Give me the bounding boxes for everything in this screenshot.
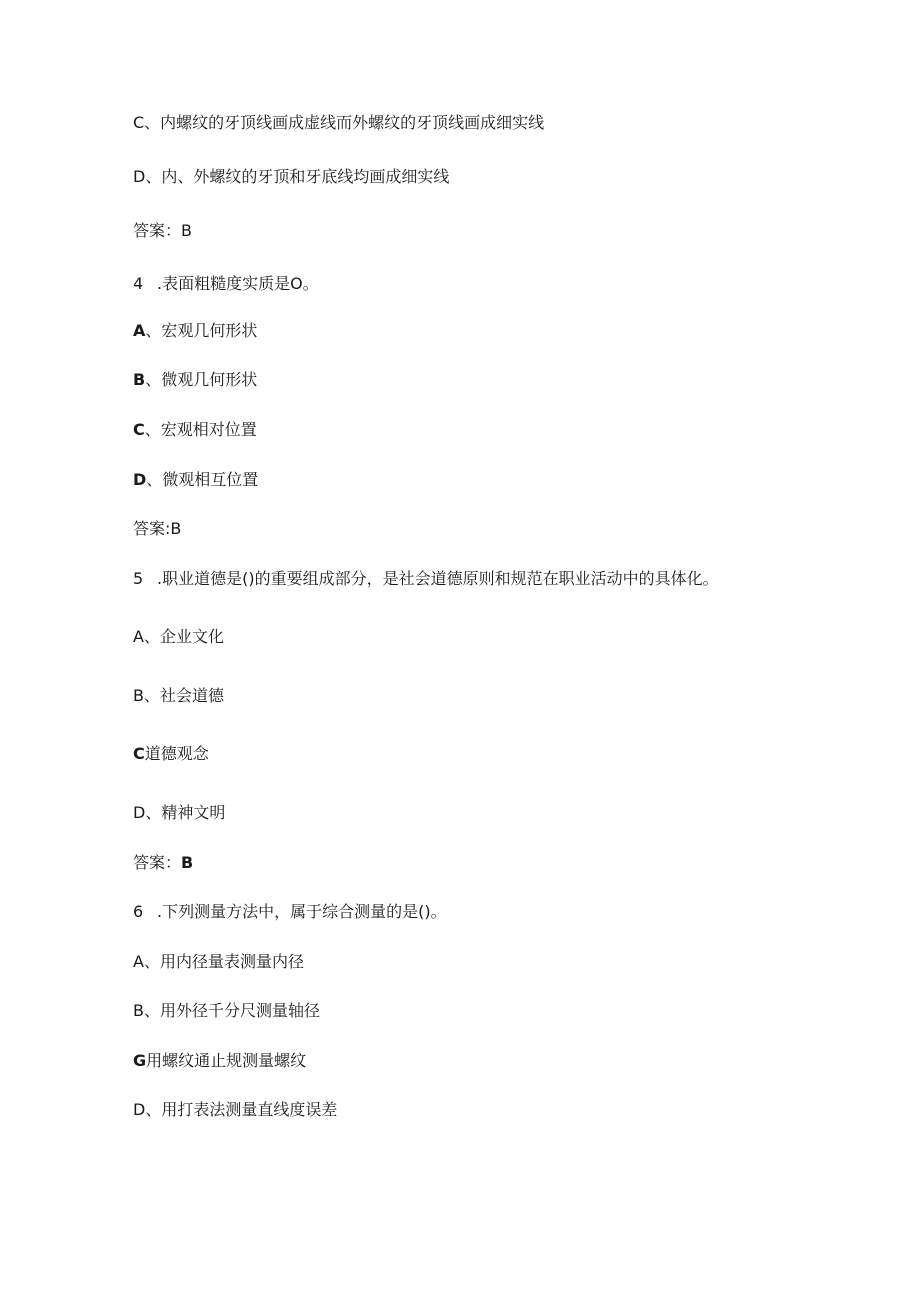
option-text: 、微观几何形状 [145, 370, 258, 389]
q5-option-c [133, 743, 209, 765]
q5-option-b: B、社会道德 [133, 686, 224, 705]
q5-option-d: D、精神文明 [133, 803, 226, 822]
q6-option-b: B、用外径千分尺测量轴径 [133, 1001, 320, 1020]
q5-answer [133, 852, 193, 874]
q5-option-a: A、企业文化 [133, 627, 224, 646]
question-number: 5 [133, 569, 144, 588]
answer-value: B [181, 853, 194, 872]
option-letter: C [133, 420, 145, 439]
answer-label: 答案： [133, 221, 182, 240]
option-letter: G [133, 1051, 147, 1070]
option-text: 、宏观相对位置 [144, 420, 257, 439]
answer-label: 答案： [133, 853, 182, 872]
option-text: 用螺纹通止规测量螺纹 [146, 1051, 307, 1070]
option-text: 、微观相互位置 [146, 470, 259, 489]
q6-option-d: D、用打表法测量直线度误差 [133, 1100, 338, 1119]
q3-option-c: C、内螺纹的牙顶线画成虚线而外螺纹的牙顶线画成细实线 [133, 113, 545, 132]
option-letter: D [133, 470, 147, 489]
option-letter: C [133, 744, 145, 763]
option-letter: B [133, 370, 146, 389]
answer-value: B [181, 221, 192, 240]
option-text: 、宏观几何形状 [145, 321, 258, 340]
q4-option-d [133, 469, 258, 491]
question-text: .下列测量方法中，属于综合测量的是()。 [157, 902, 447, 921]
q3-option-d: D、内、外螺纹的牙顶和牙底线均画成细实线 [133, 167, 450, 186]
option-text: 道德观念 [144, 744, 209, 763]
question-number: 4 [133, 274, 144, 293]
q6-option-c [133, 1050, 306, 1072]
question-number: 6 [133, 902, 144, 921]
q5-question [133, 568, 719, 590]
q4-option-b [133, 369, 257, 391]
question-text: .表面粗糙度实质是O。 [157, 274, 319, 293]
option-letter: A [133, 321, 146, 340]
q6-question [133, 901, 447, 923]
q4-option-a [133, 320, 257, 342]
q4-question [133, 273, 319, 295]
q6-option-a: A、用内径量表测量内径 [133, 952, 304, 971]
q4-answer: 答案:B [133, 519, 182, 538]
q3-answer [133, 220, 192, 242]
question-text: .职业道德是()的重要组成部分，是社会道德原则和规范在职业活动中的具体化。 [157, 569, 719, 588]
q4-option-c [133, 419, 257, 441]
